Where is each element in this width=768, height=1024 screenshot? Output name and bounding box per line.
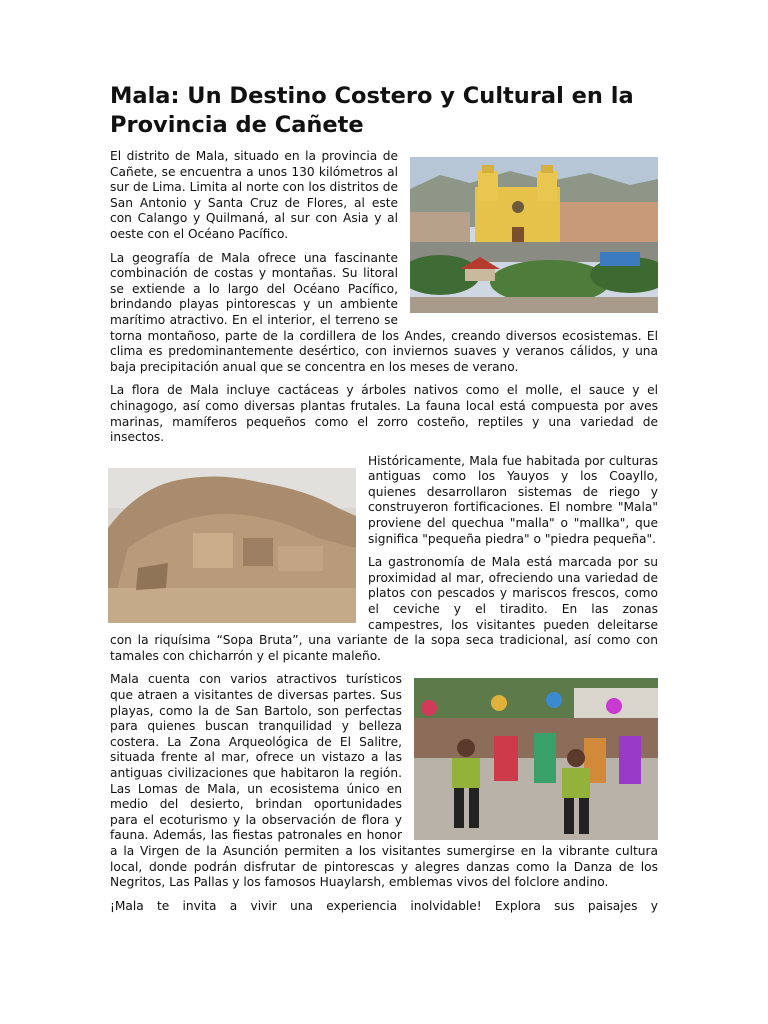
document-body — [110, 149, 658, 922]
folk-dancers-photo — [414, 678, 658, 840]
paragraph-4: Históricamente, Mala fue habitada por culturas antiguas como los Yauyos y los Coayllo, quienes desarrollaron sistemas de riego y construyeron fortificaciones. El nombre "Mala" proviene del quechua "malla" o "mallka", que significa "pequeña piedra" o "piedra pequeña". — [368, 453, 658, 546]
paragraph-6: Mala cuenta con varios atractivos turísticos que atraen a visitantes de diversas partes. Sus playas, como la de San Bartolo, son perfectas para quienes buscan tranquilidad y belleza costera. La Zona Arqueológica de El Salitre, situada frente al mar, ofrece un vistazo a las antiguas civilizaciones que habitaron la región. Las Lomas de Mala, un ecosistema único en medio del desierto, brindan oportunidades para el ecoturismo y la observación de flora y fauna. Además, las fiestas patronales en honor a la Virgen de la Asunción permiten a los visitantes sumergirse en la vibrante cultura local, donde podrán disfrutar de pintorescas y alegres danzas como la Danza de los Negritos, Las Pallas y los famosos Huaylarsh, emblemas vivos del folclore andino. — [110, 672, 658, 890]
church-plaza-photo — [410, 157, 658, 313]
paragraph-7: ¡Mala te invita a vivir una experiencia inolvidable! Explora sus paisajes y — [110, 898, 658, 913]
paragraph-3: La flora de Mala incluye cactáceas y árboles nativos como el molle, el sauce y el chinagogo, así como diversas plantas frutales. La fauna local está compuesta por aves marinas, mamíferos pequeños como el zorro costeño, reptiles y una variedad de insectos. — [110, 383, 658, 445]
paragraph-5: La gastronomía de Mala está marcada por su proximidad al mar, ofreciendo una variedad de platos con pescados y mariscos frescos, como el ceviche y el tiradito. En las zonas campestres, los visitantes pueden deleitarse con la riquísima “Sopa Bruta”, una variante de la sopa seca tradicional, así como con tamales con chicharrón y el picante maleño. — [110, 555, 658, 663]
archaeological-ruins-photo — [108, 468, 356, 623]
paragraph-2: La geografía de Mala ofrece una fascinante combinación de costas y montañas. Su litoral se extiende a lo largo del Océano Pacífico, brindando playas pintorescas y un ambiente marítimo atractivo. En el interior, el terreno se torna montañoso, parte de la cordillera de los Andes, creando diversos ecosistemas. El clima es predominantemente desértico, con inviernos suaves y veranos cálidos, y una baja precipitación anual que se concentra en los meses de verano. — [110, 250, 658, 374]
paragraph-1: El distrito de Mala, situado en la provincia de Cañete, se encuentra a unos 130 kilómetros al sur de Lima. Limita al norte con los distritos de San Antonio y Santa Cruz de Flores, al este con Calango y Quilmaná, al sur con Asia y al oeste con el Océano Pacífico. — [110, 149, 398, 241]
document-title: Mala: Un Destino Costero y Cultural en la Provincia de Cañete — [110, 83, 634, 138]
